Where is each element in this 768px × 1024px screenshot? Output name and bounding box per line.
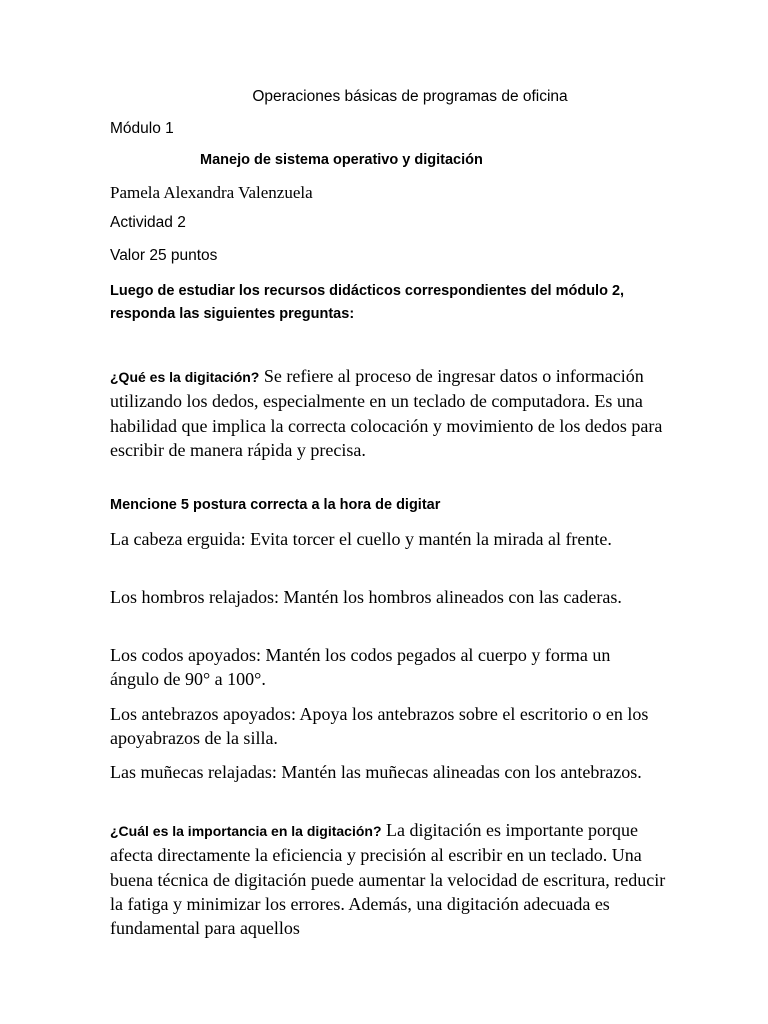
posture-item: La cabeza erguida: Evita torcer el cuello y mantén la mirada al frente.	[110, 529, 612, 549]
value-label: Valor 25 puntos	[110, 247, 218, 264]
question-1-paragraph	[110, 364, 670, 462]
answer-2: La digitación es importante porque afecta directamente la eficiencia y precisión al escribir en un teclado. Una buena técnica de digitación puede aumentar la velocidad de escritura, reducir la fatiga y minimizar los errores. Además, una digitación adecuada es fundamental para aquellos	[110, 820, 666, 939]
question-2-paragraph	[110, 818, 670, 940]
question-1: ¿Qué es la digitación?	[110, 369, 260, 385]
answer-1: Se refiere al proceso de ingresar datos o información utilizando los dedos, especialmente en un teclado de computadora. Es una habilidad que implica la correcta colocación y movimiento de los dedos para escribir de manera rápida y precisa.	[110, 366, 663, 460]
postures-heading: Mencione 5 postura correcta a la hora de digitar	[110, 497, 441, 513]
instructions-line-1: Luego de estudiar los recursos didácticos correspondientes del módulo 2,	[110, 283, 625, 299]
posture-item: Los antebrazos apoyados: Apoya los antebrazos sobre el escritorio o en los apoyabrazos de la silla.	[110, 704, 649, 748]
posture-item: Los codos apoyados: Mantén los codos pegados al cuerpo y forma un ángulo de 90° a 100°.	[110, 645, 611, 689]
question-2: ¿Cuál es la importancia en la digitación?	[110, 823, 382, 839]
posture-item: Las muñecas relajadas: Mantén las muñecas alineadas con los antebrazos.	[110, 762, 642, 782]
document-title: Operaciones básicas de programas de oficina	[252, 88, 568, 105]
instructions-line-2: responda las siguientes preguntas:	[110, 306, 355, 322]
posture-item: Los hombros relajados: Mantén los hombros alineados con las caderas.	[110, 587, 622, 607]
instructions	[110, 280, 670, 326]
author-name: Pamela Alexandra Valenzuela	[110, 183, 313, 202]
module-label: Módulo 1	[110, 120, 174, 137]
activity-label: Actividad 2	[110, 214, 186, 231]
document-subtitle: Manejo de sistema operativo y digitación	[200, 152, 483, 168]
